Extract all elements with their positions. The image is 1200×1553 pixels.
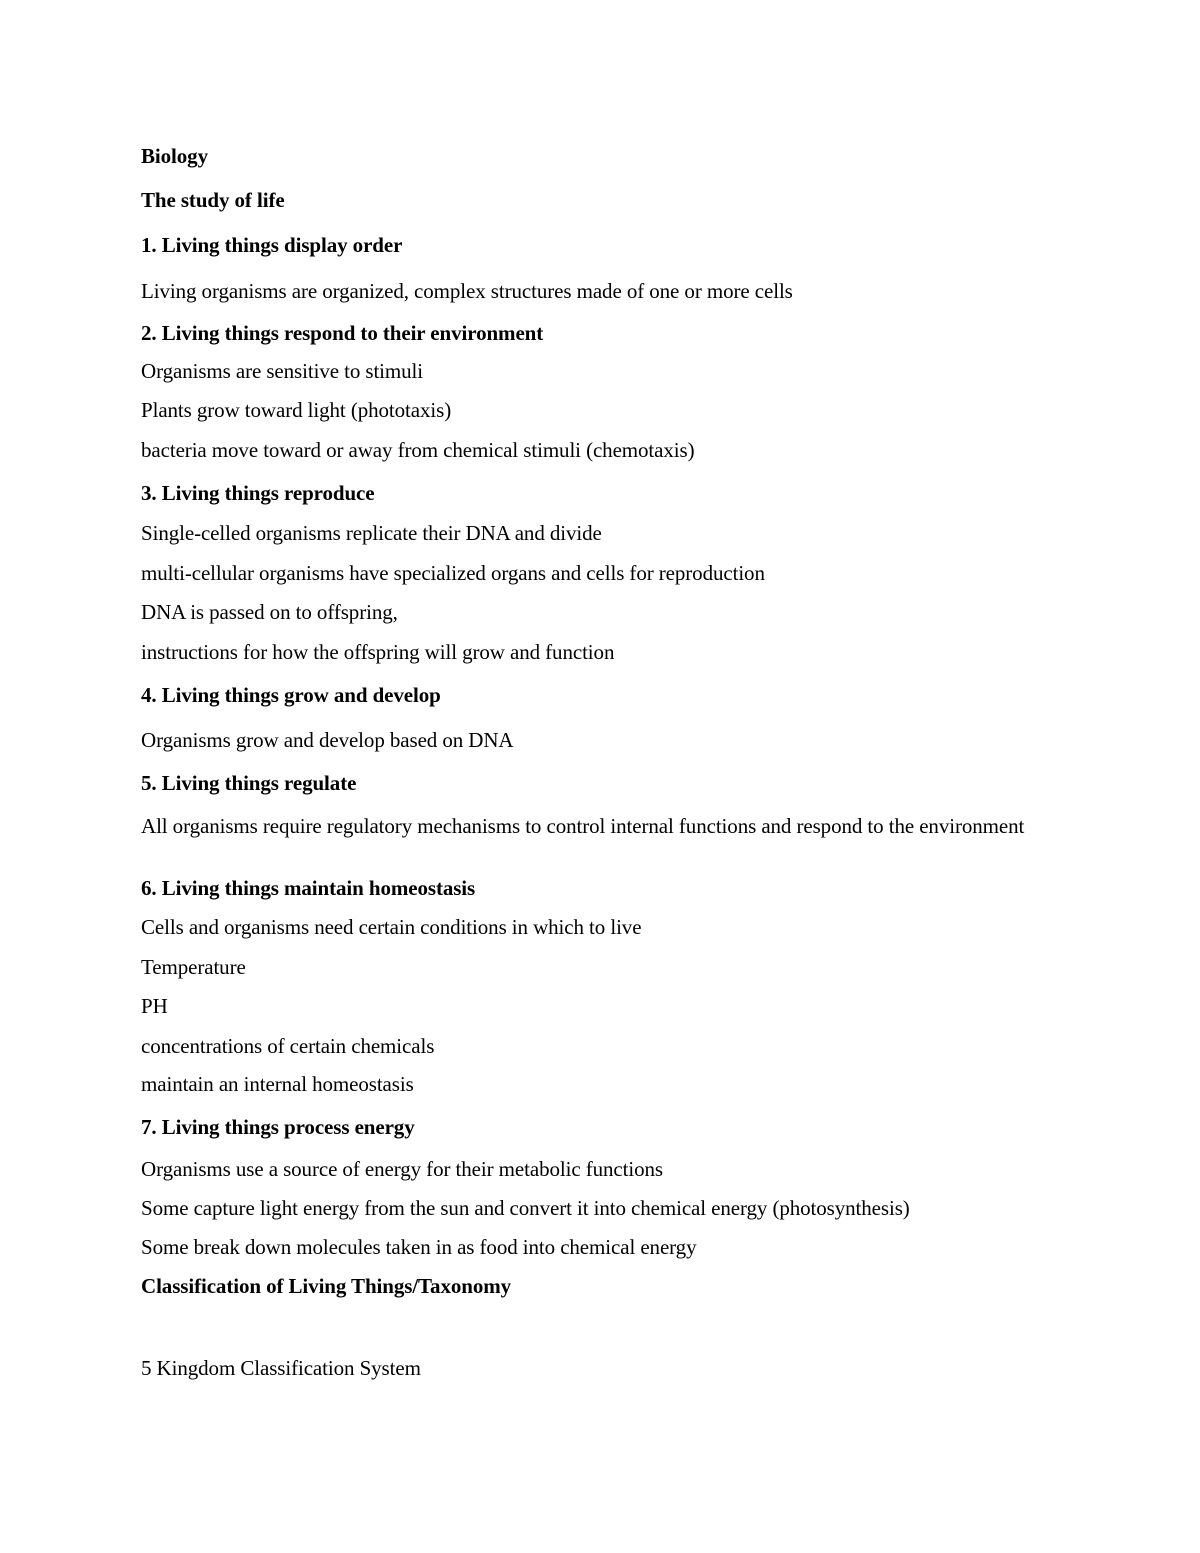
section-heading-4: 4. Living things grow and develop [141, 683, 441, 707]
section-2-line-2: Plants grow toward light (phototaxis) [141, 398, 452, 422]
section-heading-1: 1. Living things display order [141, 233, 403, 257]
document-subtitle: The study of life [141, 188, 285, 212]
section-3-line-2: multi-cellular organisms have specialized organs and cells for reproduction [141, 561, 765, 585]
section-2-line-3: bacteria move toward or away from chemical stimuli (chemotaxis) [141, 438, 695, 462]
section-4-line-1: Organisms grow and develop based on DNA [141, 728, 514, 752]
section-5-line-1: All organisms require regulatory mechanisms to control internal functions and respond to the environment [141, 814, 1025, 838]
section-6-line-4: concentrations of certain chemicals [141, 1034, 435, 1058]
document-title: Biology [141, 144, 208, 168]
section-heading-5: 5. Living things regulate [141, 771, 357, 795]
section-heading-2: 2. Living things respond to their environment [141, 321, 544, 345]
section-1-line-1: Living organisms are organized, complex structures made of one or more cells [141, 279, 793, 303]
section-7-line-3: Some break down molecules taken in as food into chemical energy [141, 1235, 697, 1259]
section-6-line-2: Temperature [141, 955, 246, 979]
section-7-line-1: Organisms use a source of energy for their metabolic functions [141, 1157, 663, 1181]
section-heading-7: 7. Living things process energy [141, 1115, 415, 1139]
section-heading-6: 6. Living things maintain homeostasis [141, 876, 476, 900]
classification-heading: Classification of Living Things/Taxonomy [141, 1274, 512, 1298]
section-heading-3: 3. Living things reproduce [141, 481, 375, 505]
section-7-line-2: Some capture light energy from the sun and convert it into chemical energy (photosynthesis) [141, 1196, 910, 1220]
section-3-line-3: DNA is passed on to offspring, [141, 600, 398, 624]
section-2-line-1: Organisms are sensitive to stimuli [141, 359, 424, 383]
section-3-line-4: instructions for how the offspring will grow and function [141, 640, 615, 664]
section-6-line-3: PH [141, 994, 168, 1018]
section-6-line-1: Cells and organisms need certain conditions in which to live [141, 915, 642, 939]
section-3-line-1: Single-celled organisms replicate their DNA and divide [141, 521, 602, 545]
section-6-line-5: maintain an internal homeostasis [141, 1072, 414, 1096]
classification-line: 5 Kingdom Classification System [141, 1356, 421, 1380]
